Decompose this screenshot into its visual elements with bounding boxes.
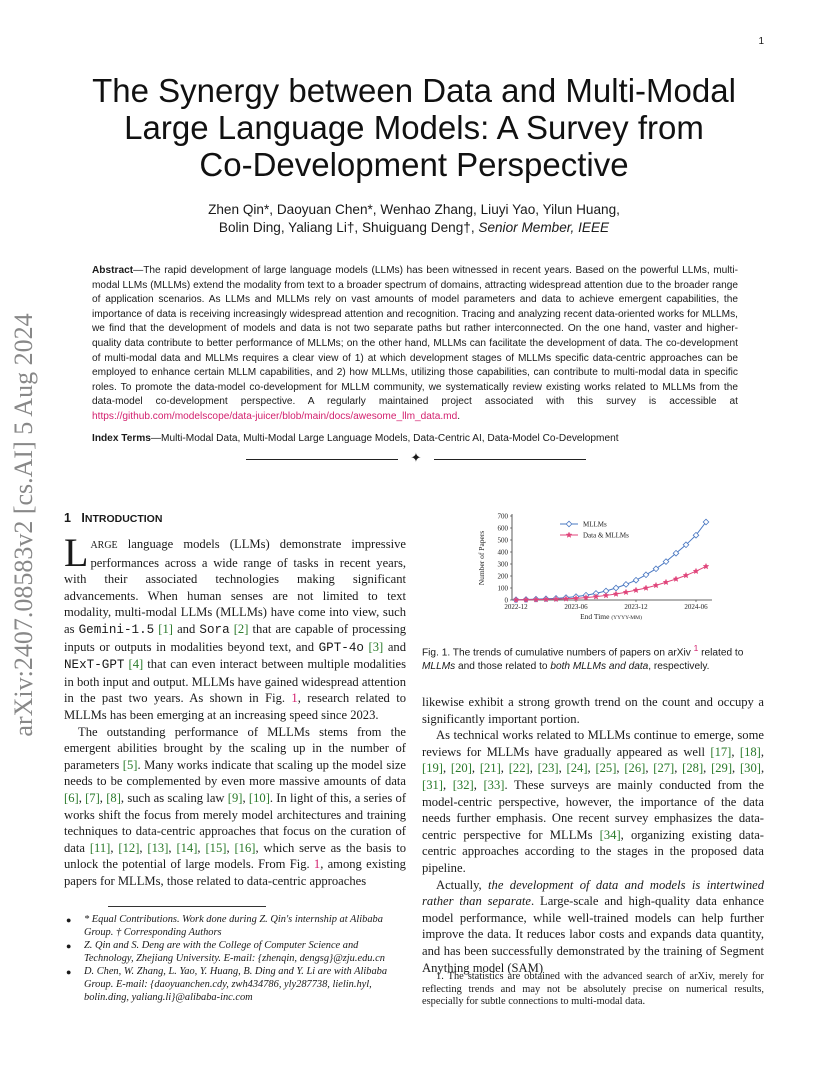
text: , [500, 761, 509, 776]
index-terms [92, 432, 738, 446]
text: , [99, 790, 107, 805]
caption-text: , respectively. [648, 660, 710, 672]
text: . In light of this, a series of works shift the focus from merely model architectures and training techniques to data-centric approaches that focus on the curation of data [64, 790, 407, 855]
footnote-1-text: 1. The statistics are obtained with the advanced search of arXiv, merely for reflecting trends and may not be absolutely precise on numerical results, especially for subtle connections to multi-modal data. [422, 971, 764, 1008]
title-line: Co-Development Perspective [199, 146, 629, 183]
text: , [442, 777, 453, 792]
citation[interactable]: [1] [158, 621, 173, 636]
x-tick-label: 2023-06 [564, 603, 588, 611]
paper-title [60, 72, 768, 183]
x-axis-label: End Time (YYYY-MM) [580, 612, 642, 621]
data-point [693, 568, 699, 573]
separator-line [246, 459, 398, 460]
text: , [674, 761, 683, 776]
text: , [616, 761, 625, 776]
footnote [64, 914, 406, 939]
text: , [168, 840, 177, 855]
data-point [663, 579, 669, 584]
citation[interactable]: [9] [227, 790, 243, 805]
abstract [92, 264, 738, 425]
legend-marker [566, 521, 572, 527]
right-paragraph-1: likewise exhibit a strong growth trend on the count and occupy a significantly important portion. [422, 695, 764, 726]
model-name: Gemini-1.5 [78, 622, 155, 637]
citation[interactable]: [17] [710, 744, 732, 759]
text: language models (LLMs) demonstrate impressive performances across a wide range of tasks in recent years, with their associated technologies making significant advancements. When human senses are not limited to text modality, multi-modal LLMs (MLLMs) have come into view, such as [64, 537, 406, 636]
citation[interactable]: [30] [739, 761, 761, 776]
index-label: Index Terms [92, 433, 151, 444]
y-tick-label: 0 [504, 596, 508, 605]
abstract-end: . [457, 410, 461, 422]
caption-emphasis: both MLLMs and data [550, 660, 649, 672]
abstract-text: —The rapid development of large language models (LLMs) has been witnessed in recent years. Based on the powerful LLMs, multi-modal LLMs (MLLMs) extend the modality from text to a broader spectrum of domains, attracting widespread attention due to the broader range of application scenarios. As LLMs and MLLMs rely on vast amounts of model parameters and data to achieve emergent capabilities, the importance of data is receiving increasingly widespread attention and recognition. Tracing and analyzing recent data-oriented works for MLLMs, we find that the development of models and data is not two separate paths but rather interconnected. On the one hand, vaster and higher-quality data contribute to better performance of MLLMs; on the other hand, MLLMs can facilitate the development of data. The co-development of multi-modal data and MLLMs requires a clear view of 1) at which development stages of MLLMs specific data-centric approaches can be employed to enhance certain MLLM capabilities, and 2) how MLLMs, utilizing those capabilities, can contribute to multi-modal data in specific roles. To promote the data-model co-development for MLLM community, we systematically review existing works related to MLLMs from the data-model co-development perspective. A regularly maintained project associated with this survey is accessible at [92, 265, 738, 408]
footnotes [64, 914, 406, 1005]
bullet-icon: ● [66, 967, 72, 978]
caption-emphasis: MLLMs [422, 660, 456, 672]
authors [60, 201, 768, 237]
citation[interactable]: [14] [176, 840, 198, 855]
y-tick-label: 300 [497, 560, 508, 569]
data-point [613, 591, 619, 596]
footnote [64, 940, 406, 965]
x-tick-label: 2022-12 [504, 603, 528, 611]
y-tick-label: 400 [497, 548, 508, 557]
text: , which serve as the basis to unlock the potential of large models. From Fig. [64, 840, 407, 872]
citation[interactable]: [25] [595, 761, 617, 776]
figure-ref[interactable]: 1 [291, 691, 298, 706]
text: that are capable of processing inputs or outputs in modalities beyond text, and [64, 621, 407, 654]
drop-cap: L [64, 530, 89, 575]
citation[interactable]: [3] [368, 639, 384, 654]
data-point [633, 577, 639, 583]
text: , [760, 744, 765, 759]
text: , [471, 761, 480, 776]
citation[interactable]: [5] [122, 757, 138, 772]
intro-left-column [64, 530, 407, 889]
x-tick-label: 2023-12 [624, 603, 648, 611]
citation[interactable]: [4] [128, 657, 144, 672]
text: The outstanding performance of MLLMs stems from the emergent abilities brought by the scaling up in the number of parameters [64, 724, 406, 772]
citation[interactable]: [28] [682, 761, 704, 776]
model-name: NExT-GPT [64, 658, 125, 673]
citation[interactable]: [7] [85, 790, 100, 805]
intro-paragraph-1 [64, 530, 407, 724]
authors-line [60, 219, 768, 237]
citation[interactable]: [18] [739, 744, 761, 759]
section-rest: NTRODUCTION [84, 513, 163, 525]
citation[interactable]: [22] [508, 761, 530, 776]
figure-ref[interactable]: 1 [313, 857, 321, 872]
x-axis-unit: (YYYY-MM) [611, 615, 642, 621]
data-point [683, 572, 689, 577]
legend-label: Data & MLLMs [583, 531, 629, 540]
project-link[interactable]: https://github.com/modelscope/data-juicer/blob/main/docs/awesome_llm_data.md [92, 410, 458, 422]
citation[interactable]: [26] [624, 761, 646, 776]
authors-names: Bolin Ding, Yaliang Li†, Shuiguang Deng†, [218, 220, 475, 235]
citation[interactable]: [31] [422, 777, 443, 792]
drop-cap-rest: ARGE [90, 540, 118, 551]
data-point [603, 592, 609, 597]
y-tick-label: 600 [497, 524, 508, 533]
section-first-letter: I [81, 511, 85, 525]
text: , research related to MLLMs has been emerging at an increasing speed since 2023. [64, 691, 406, 722]
text: , [442, 761, 451, 776]
citation[interactable]: [23] [537, 761, 559, 776]
text: , [760, 761, 765, 776]
emphasis: the development of data and models is intertwined rather than separate [422, 877, 764, 909]
caption-text: related to [698, 647, 744, 659]
data-point [673, 576, 679, 581]
section-number: 1 [64, 511, 71, 525]
intro-paragraph-2 [64, 724, 406, 890]
footnote-1 [422, 971, 764, 1009]
text: , [226, 840, 235, 855]
text: , [197, 840, 206, 855]
citation[interactable]: [2] [233, 621, 249, 636]
text: , organizing existing data-centric approaches according to the stages in the proposed data pipeline. [422, 827, 764, 875]
data-point [703, 563, 709, 568]
footnote [64, 966, 406, 1004]
citation[interactable]: [15] [205, 840, 227, 855]
text: , [645, 761, 654, 776]
separator-line [434, 459, 586, 460]
abstract-label: Abstract [92, 265, 134, 276]
data-point [653, 582, 659, 587]
text: , [242, 790, 249, 805]
text: . Large-scale and high-quality data enhance model performance, while well-trained models can help further improve the data. It reduces labor costs and expands data quantity, and has been successfully demonstrated by the training of Segment Anything model (SAM) [422, 894, 764, 975]
data-point [633, 587, 639, 592]
caption-text: and those related to [455, 660, 551, 672]
text: . Many works indicate that scaling up the model size needs to be complemented by even more massive amounts of data [64, 757, 407, 789]
authors-line: Zhen Qin*, Daoyuan Chen*, Wenhao Zhang, Liuyi Yao, Yilun Huang, [208, 202, 620, 217]
citation[interactable]: [21] [479, 761, 501, 776]
caption-label: Fig. 1. [422, 647, 451, 659]
right-paragraph-3 [422, 877, 764, 977]
footnote-rule [108, 906, 266, 907]
y-tick-label: 700 [497, 512, 508, 521]
data-point [623, 582, 629, 588]
text: , [473, 777, 484, 792]
legend-marker [566, 532, 572, 537]
citation[interactable]: [29] [711, 761, 733, 776]
citation[interactable]: [16] [234, 840, 256, 855]
y-tick-label: 200 [497, 572, 508, 581]
page-number: 1 [758, 36, 764, 47]
right-paragraph-2 [422, 727, 764, 876]
legend-label: MLLMs [583, 520, 607, 529]
data-point [643, 572, 649, 578]
title-line: Large Language Models: A Survey from [124, 109, 704, 146]
caption-text: The trends of cumulative numbers of papers on arXiv [450, 647, 694, 659]
text: , such as scaling law [120, 790, 228, 805]
text: and [383, 639, 407, 654]
figure-caption [422, 642, 764, 673]
citation[interactable]: [10] [248, 790, 270, 805]
footnote-text: * Equal Contributions. Work done during Z. Qin's internship at Alibaba Group. † Corresponding Authors [84, 914, 383, 938]
citation[interactable]: [33] [483, 777, 505, 792]
text: , [78, 790, 86, 805]
text: , among existing papers for MLLMs, those related to data-centric approaches [64, 857, 406, 888]
section-heading [64, 511, 162, 525]
citation[interactable]: [34] [599, 827, 621, 842]
footnote-text: Z. Qin and S. Deng are with the College of Computer Science and Technology, Zhejiang University. E-mail: {zhenqin, dengsg}@zju.edu.cn [84, 940, 385, 964]
citation[interactable]: [32] [452, 777, 474, 792]
text: and [172, 621, 200, 636]
data-point [623, 589, 629, 594]
bullet-icon: ● [66, 915, 72, 925]
text: , [732, 761, 740, 776]
text: that can even interact between multiple modalities in both input and output. MLLMs have gained widespread attention in the past two years. As shown in Fig. [64, 657, 407, 706]
citation[interactable]: [13] [147, 840, 169, 855]
bullet-icon: ● [66, 941, 72, 952]
text: , [529, 761, 538, 776]
data-point [643, 585, 649, 590]
citation[interactable]: [6] [64, 790, 79, 805]
text: , [558, 761, 567, 776]
text: , [703, 761, 712, 776]
arxiv-stamp [8, 296, 40, 756]
text: . These surveys are mainly conducted from the model-centric perspective, however, the importance of the data needs further emphasis. One recent survey emphasizes the data-centric perspective for MLLMs [422, 777, 765, 842]
text: , [139, 840, 148, 855]
y-tick-label: 500 [497, 536, 508, 545]
text: As technical works related to MLLMs continue to emerge, some reviews for MLLMs have gradually appeared as well [422, 728, 764, 759]
papers-trend-chart [470, 508, 718, 626]
text: , [110, 840, 119, 855]
arxiv-stamp-text: arXiv:2407.08583v2 [cs.AI] 5 Aug 2024 [9, 313, 38, 737]
footnote-text: D. Chen, W. Zhang, L. Yao, Y. Huang, B. Ding and Y. Li are with Alibaba Group. E-mail: {daoyuanchen.cdy, zwh434786, yly287738, lielin.hyl, bolin.ding, yaliang.li}@alibaba-inc.com [84, 966, 388, 1003]
citation[interactable]: [11] [89, 840, 111, 855]
authors-role: Senior Member, IEEE [478, 220, 610, 235]
footnote-ref[interactable]: 1 [693, 643, 699, 653]
intro-right-column [422, 694, 764, 976]
model-name: GPT-4o [318, 640, 364, 655]
series-line [516, 566, 706, 599]
text: , [731, 744, 740, 759]
citation[interactable]: [8] [106, 790, 121, 805]
x-tick-label: 2024-06 [684, 603, 708, 611]
text: , [587, 761, 596, 776]
data-point [613, 585, 619, 591]
y-axis-label: Number of Papers [477, 530, 486, 586]
citation[interactable]: [27] [653, 761, 675, 776]
citation[interactable]: [12] [118, 840, 140, 855]
text: Actually, [436, 877, 489, 892]
citation[interactable]: [19] [422, 761, 443, 776]
index-text: —Multi-Modal Data, Multi-Modal Large Language Models, Data-Centric AI, Data-Model Co-Development [150, 433, 619, 444]
y-tick-label: 100 [497, 584, 508, 593]
separator-star-icon: ✦ [410, 450, 422, 465]
citation[interactable]: [24] [566, 761, 588, 776]
section-separator [246, 450, 586, 467]
model-name: Sora [199, 622, 230, 637]
title-line: The Synergy between Data and Multi-Modal [92, 72, 736, 109]
citation[interactable]: [20] [450, 761, 472, 776]
